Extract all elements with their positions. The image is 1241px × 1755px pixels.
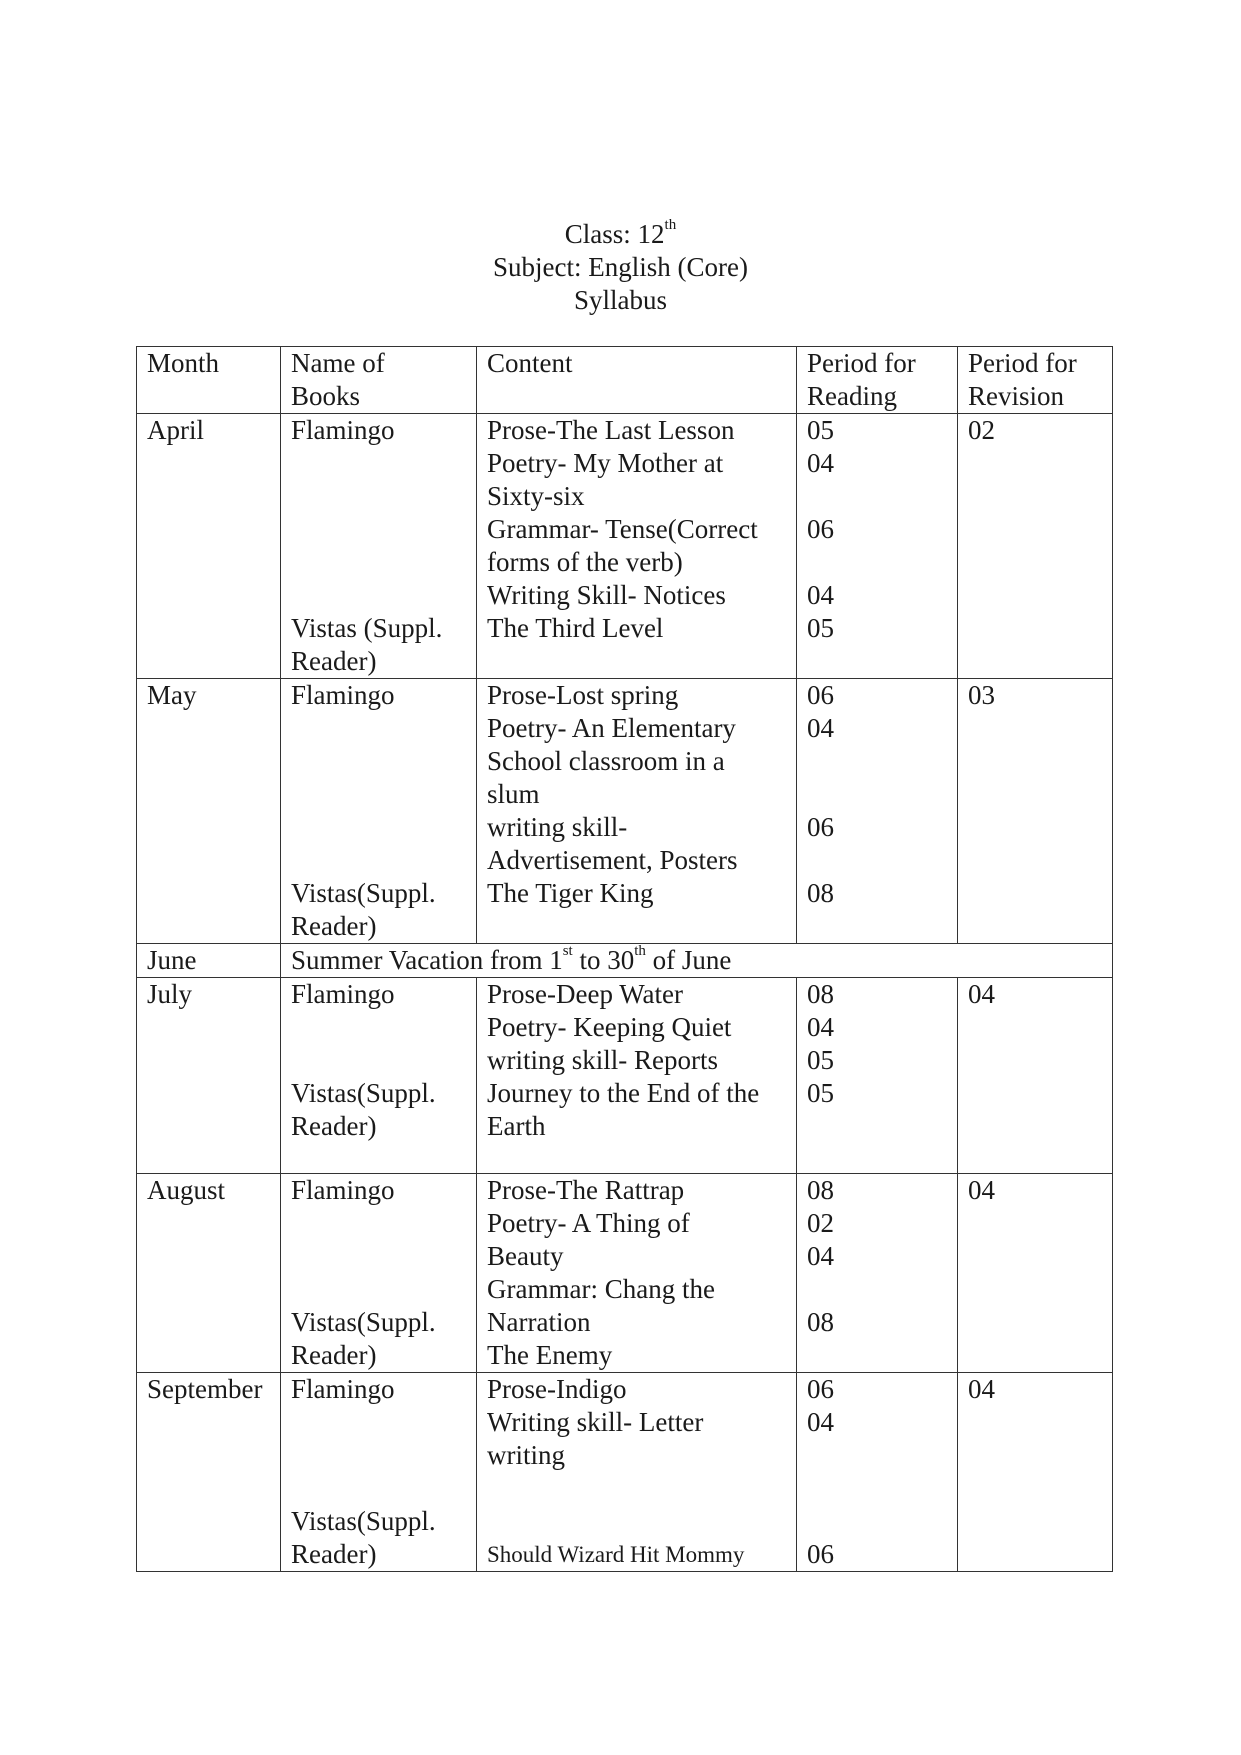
revision-cell: 02 — [958, 414, 1113, 679]
reading-cell: 05 04 06 04 05 — [797, 414, 958, 679]
class-heading: Class: 12th — [564, 217, 677, 249]
books-cell: Flamingo Vistas(Suppl. Reader) — [281, 978, 477, 1174]
reading-cell: 08 02 04 08 — [797, 1174, 958, 1373]
reading-cell: 08 04 05 05 — [797, 978, 958, 1174]
revision-cell: 04 — [958, 1174, 1113, 1373]
reading-cell: 06 04 06 — [797, 1373, 958, 1572]
content-cell: Prose-Deep Water Poetry- Keeping Quiet writing skill- Reports Journey to the End of the Earth — [477, 978, 797, 1174]
syllabus-table — [136, 346, 1113, 1572]
table-row — [137, 414, 1113, 679]
content-cell: Prose-Lost spring Poetry- An Elementary School classroom in a slum writing skill- Advertisement, Posters The Tiger King — [477, 679, 797, 944]
document-header — [0, 218, 1241, 317]
reading-cell: 06 04 06 08 — [797, 679, 958, 944]
subject-heading: Subject: English (Core) — [493, 252, 748, 282]
revision-cell: 04 — [958, 1373, 1113, 1572]
books-cell: Flamingo Vistas(Suppl. Reader) — [281, 1174, 477, 1373]
header-month: Month — [137, 347, 281, 414]
table-header-row — [137, 347, 1113, 414]
month-cell: September — [137, 1373, 281, 1572]
books-cell: Flamingo Vistas(Suppl. Reader) — [281, 1373, 477, 1572]
month-cell: June — [137, 944, 281, 978]
header-reading: Period for Reading — [797, 347, 958, 414]
revision-cell: 04 — [958, 978, 1113, 1174]
month-cell: April — [137, 414, 281, 679]
header-books: Name of Books — [281, 347, 477, 414]
books-cell: Flamingo Vistas(Suppl. Reader) — [281, 679, 477, 944]
content-cell: Prose-The Rattrap Poetry- A Thing of Beauty Grammar: Chang the Narration The Enemy — [477, 1174, 797, 1373]
revision-cell: 03 — [958, 679, 1113, 944]
month-cell: July — [137, 978, 281, 1174]
table-row — [137, 944, 1113, 978]
vacation-cell: Summer Vacation from 1st to 30th of June — [281, 944, 1113, 978]
content-cell: Prose-The Last Lesson Poetry- My Mother at Sixty-six Grammar- Tense(Correct forms of the verb) Writing Skill- Notices The Third Level — [477, 414, 797, 679]
month-cell: May — [137, 679, 281, 944]
table-row — [137, 679, 1113, 944]
header-revision: Period for Revision — [958, 347, 1113, 414]
syllabus-title: Syllabus — [573, 285, 667, 315]
table-row — [137, 1373, 1113, 1572]
header-content: Content — [477, 347, 797, 414]
table-row — [137, 978, 1113, 1174]
content-cell: Prose-Indigo Writing skill- Letter writing Should Wizard Hit Mommy — [477, 1373, 797, 1572]
books-cell: Flamingo Vistas (Suppl. Reader) — [281, 414, 477, 679]
month-cell: August — [137, 1174, 281, 1373]
table-row — [137, 1174, 1113, 1373]
